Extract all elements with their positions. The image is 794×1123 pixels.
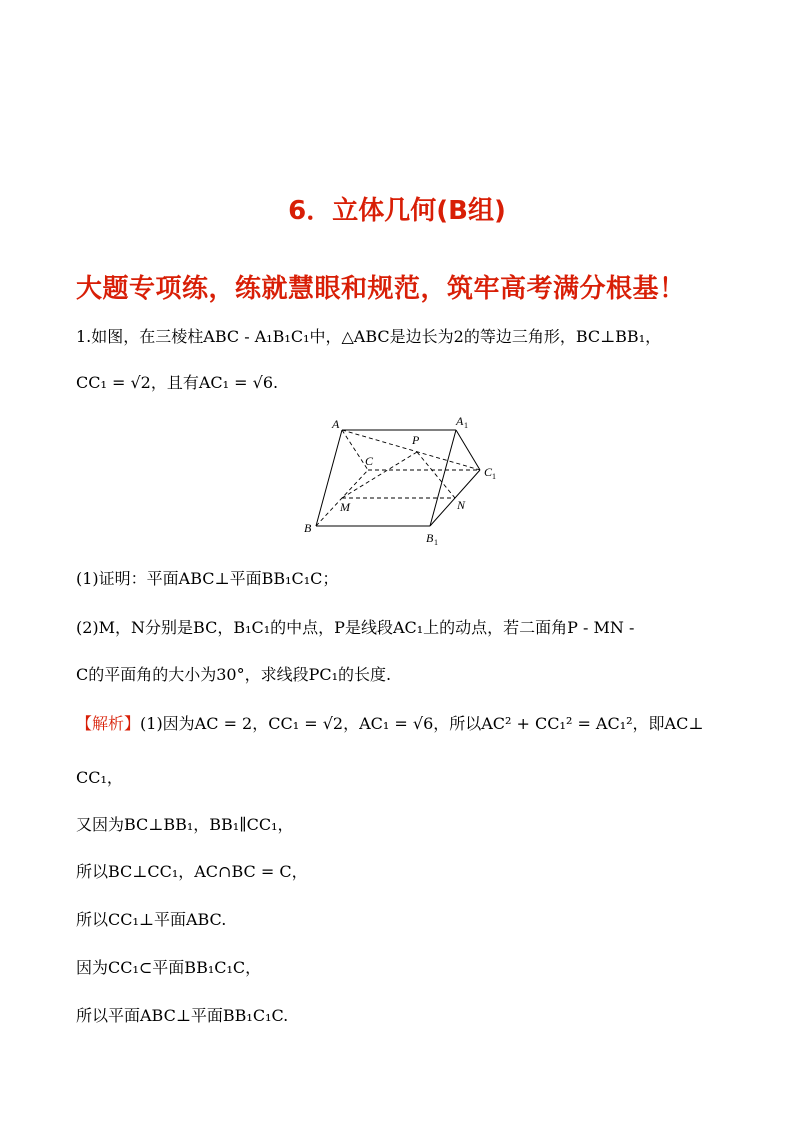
solution-line-6: 因为CC₁⊂平面BB₁C₁C，	[76, 958, 262, 977]
solution-line-5: 所以CC₁⊥平面ABC.	[76, 910, 227, 929]
label-p: P	[412, 433, 420, 447]
label-c1: C	[484, 465, 493, 479]
label-a1-sub: 1	[464, 421, 468, 430]
solution-line-4: 所以BC⊥CC₁，AC∩BC = C，	[76, 862, 308, 881]
question-1: (1)证明：平面ABC⊥平面BB₁C₁C；	[76, 569, 339, 588]
prism-figure	[296, 408, 506, 552]
label-b1: B	[426, 531, 434, 545]
solution-line-2: CC₁，	[76, 768, 123, 787]
label-a: A	[332, 417, 340, 431]
page-title: 6．立体几何(B组)	[288, 196, 506, 226]
edge-p-m	[342, 452, 417, 498]
question-2-line-1: (2)M，N分别是BC，B₁C₁的中点，P是线段AC₁上的动点，若二面角P - MN -	[76, 618, 635, 637]
problem-line-2: CC₁ = √2，且有AC₁ = √6.	[76, 373, 279, 392]
solution-line-7: 所以平面ABC⊥平面BB₁C₁C.	[76, 1006, 289, 1025]
question-2-line-2: C的平面角的大小为30°，求线段PC₁的长度.	[76, 665, 392, 684]
solution-line-3: 又因为BC⊥BB₁，BB₁∥CC₁，	[76, 815, 294, 834]
label-n: N	[457, 498, 466, 512]
solution-tag: 【解析】	[76, 714, 141, 733]
label-m: M	[340, 500, 350, 514]
edge-p-n	[417, 452, 455, 498]
problem-line-1: 1.如图，在三棱柱ABC - A₁B₁C₁中，△ABC是边长为2的等边三角形，BC⊥BB₁，	[76, 327, 662, 346]
label-a1: A	[456, 414, 464, 428]
label-b: B	[304, 521, 312, 535]
label-c1-sub: 1	[492, 472, 496, 481]
solution-line-1	[76, 713, 726, 735]
label-c: C	[365, 454, 374, 468]
solution-line-1-text: (1)因为AC = 2，CC₁ = √2，AC₁ = √6，所以AC² + CC₁² = AC₁²，即AC⊥	[140, 714, 704, 733]
edge-a-b	[316, 430, 342, 526]
page-subtitle: 大题专项练，练就慧眼和规范，筑牢高考满分根基！	[76, 274, 686, 304]
label-b1-sub: 1	[434, 538, 438, 547]
